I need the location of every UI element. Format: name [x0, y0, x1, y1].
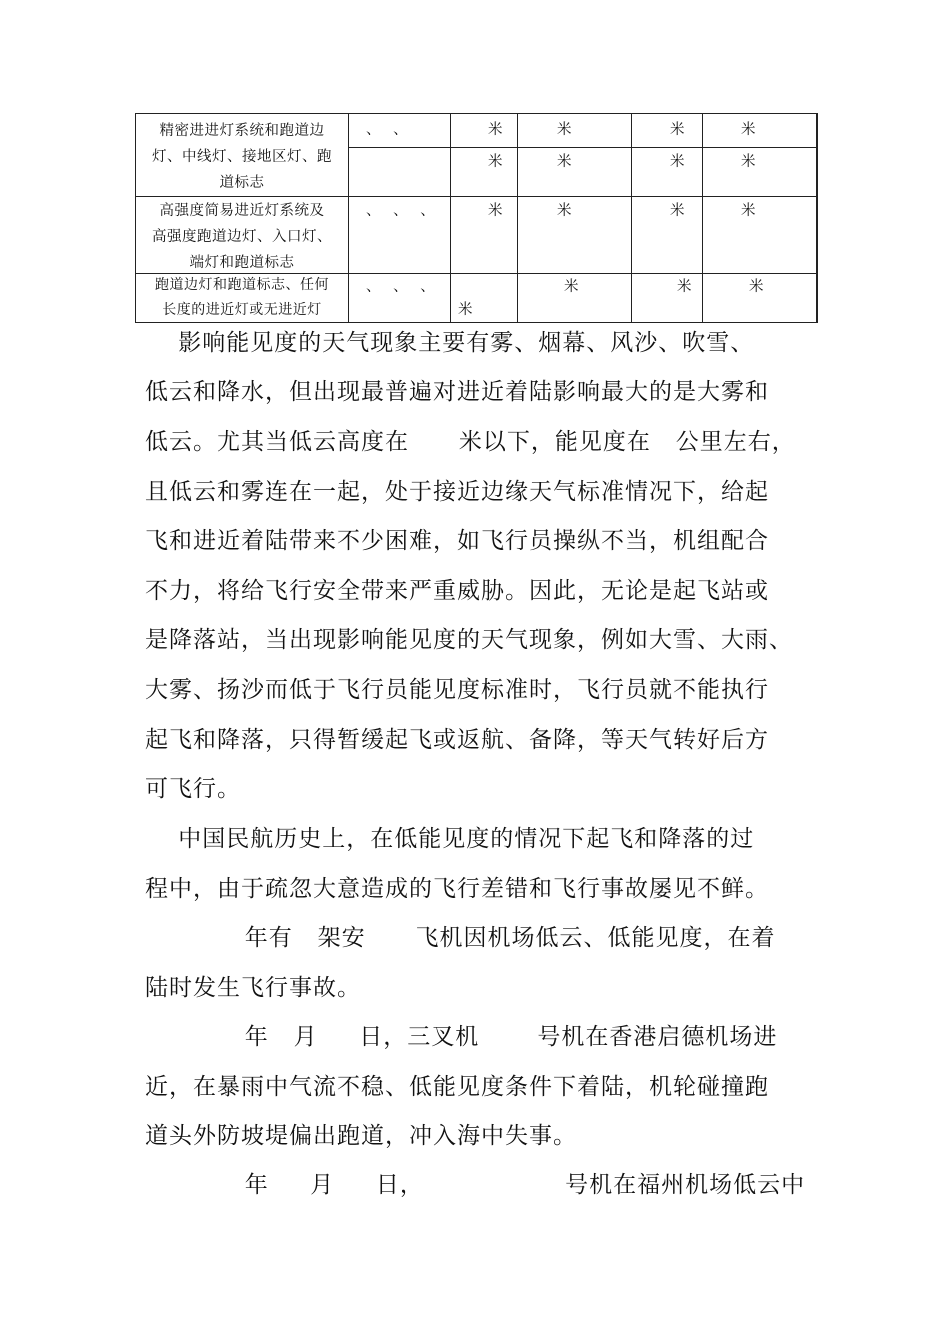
dot-marks: 、 、 、 — [366, 279, 439, 295]
table-cell: 米 — [670, 122, 685, 138]
table-cell: 米 — [677, 279, 692, 295]
dot-marks: 、 、 、 — [366, 203, 439, 219]
text-line: 是降落站，当出现影响能见度的天气现象，例如大雪、大雨、 — [145, 627, 793, 653]
label-line: 灯、中线灯、接地区灯、跑 — [152, 149, 332, 165]
table-cell: 米 — [488, 122, 503, 138]
table-cell: 米 — [741, 203, 756, 219]
table-cell: 米 — [741, 122, 756, 138]
table-cell: 米 — [557, 122, 572, 138]
text-line: 年 月 日， 号机在福州机场低云中 — [145, 1172, 806, 1198]
table-cell: 米 — [749, 279, 764, 295]
text-line: 飞和进近着陆带来不少困难，如飞行员操纵不当，机组配合 — [145, 528, 769, 554]
table-cell: 米 — [488, 203, 503, 219]
table-cell: 米 — [557, 154, 572, 170]
visibility-standards-table — [135, 113, 818, 323]
text-line: 且低云和雾连在一起，处于接近边缘天气标准情况下，给起 — [145, 479, 769, 505]
text-line: 陆时发生飞行事故。 — [145, 975, 361, 1001]
table-row-divider — [136, 196, 816, 197]
text-line: 低云。尤其当低云高度在 米以下，能见度在 公里左右， — [145, 429, 796, 455]
text-line: 影响能见度的天气现象主要有雾、烟幕、风沙、吹雪、 — [145, 330, 755, 356]
label-line: 道标志 — [219, 175, 265, 191]
table-cell: 米 — [458, 302, 473, 318]
text-line: 年 月 日，三叉机 号机在香港启德机场进 — [145, 1024, 778, 1050]
table-column-divider — [631, 114, 632, 322]
label-line: 高强度跑道边灯、入口灯、 — [152, 229, 332, 245]
text-line: 程中，由于疏忽大意造成的飞行差错和飞行事故屡见不鲜。 — [145, 876, 769, 902]
table-cell: 米 — [488, 154, 503, 170]
text-line: 近，在暴雨中气流不稳、低能见度条件下着陆，机轮碰撞跑 — [145, 1074, 769, 1100]
table-cell: 米 — [670, 203, 685, 219]
table-row-divider — [348, 147, 816, 148]
text-line: 道头外防坡堤偏出跑道，冲入海中失事。 — [145, 1123, 577, 1149]
text-line: 大雾、扬沙而低于飞行员能见度标准时，飞行员就不能执行 — [145, 677, 769, 703]
label-line: 长度的进近灯或无进近灯 — [162, 302, 322, 318]
text-line: 不力，将给飞行安全带来严重威胁。因此，无论是起飞站或 — [145, 578, 769, 604]
text-line: 中国民航历史上，在低能见度的情况下起飞和降落的过 — [145, 826, 755, 852]
label-line: 端灯和跑道标志 — [189, 255, 295, 271]
table-row-label — [136, 118, 348, 196]
table-column-divider — [702, 114, 703, 322]
table-cell: 米 — [557, 203, 572, 219]
table-cell: 米 — [741, 154, 756, 170]
text-line: 可飞行。 — [145, 776, 241, 802]
dot-marks: 、 、 — [366, 122, 412, 138]
text-line: 年有 架安 飞机因机场低云、低能见度，在着 — [145, 925, 776, 951]
label-line: 精密进进灯系统和跑道边 — [159, 123, 325, 139]
table-cell: 米 — [670, 154, 685, 170]
text-line: 低云和降水，但出现最普遍对进近着陆影响最大的是大雾和 — [145, 379, 769, 405]
table-row-label — [136, 198, 348, 276]
table-column-divider — [517, 114, 518, 322]
table-row-label — [136, 273, 348, 323]
table-column-divider — [348, 114, 349, 322]
table-cell: 米 — [564, 279, 579, 295]
label-line: 高强度简易进近灯系统及 — [159, 203, 325, 219]
label-line: 跑道边灯和跑道标志、任何 — [155, 277, 329, 293]
table-column-divider — [450, 114, 451, 322]
text-line: 起飞和降落，只得暂缓起飞或返航、备降，等天气转好后方 — [145, 727, 769, 753]
